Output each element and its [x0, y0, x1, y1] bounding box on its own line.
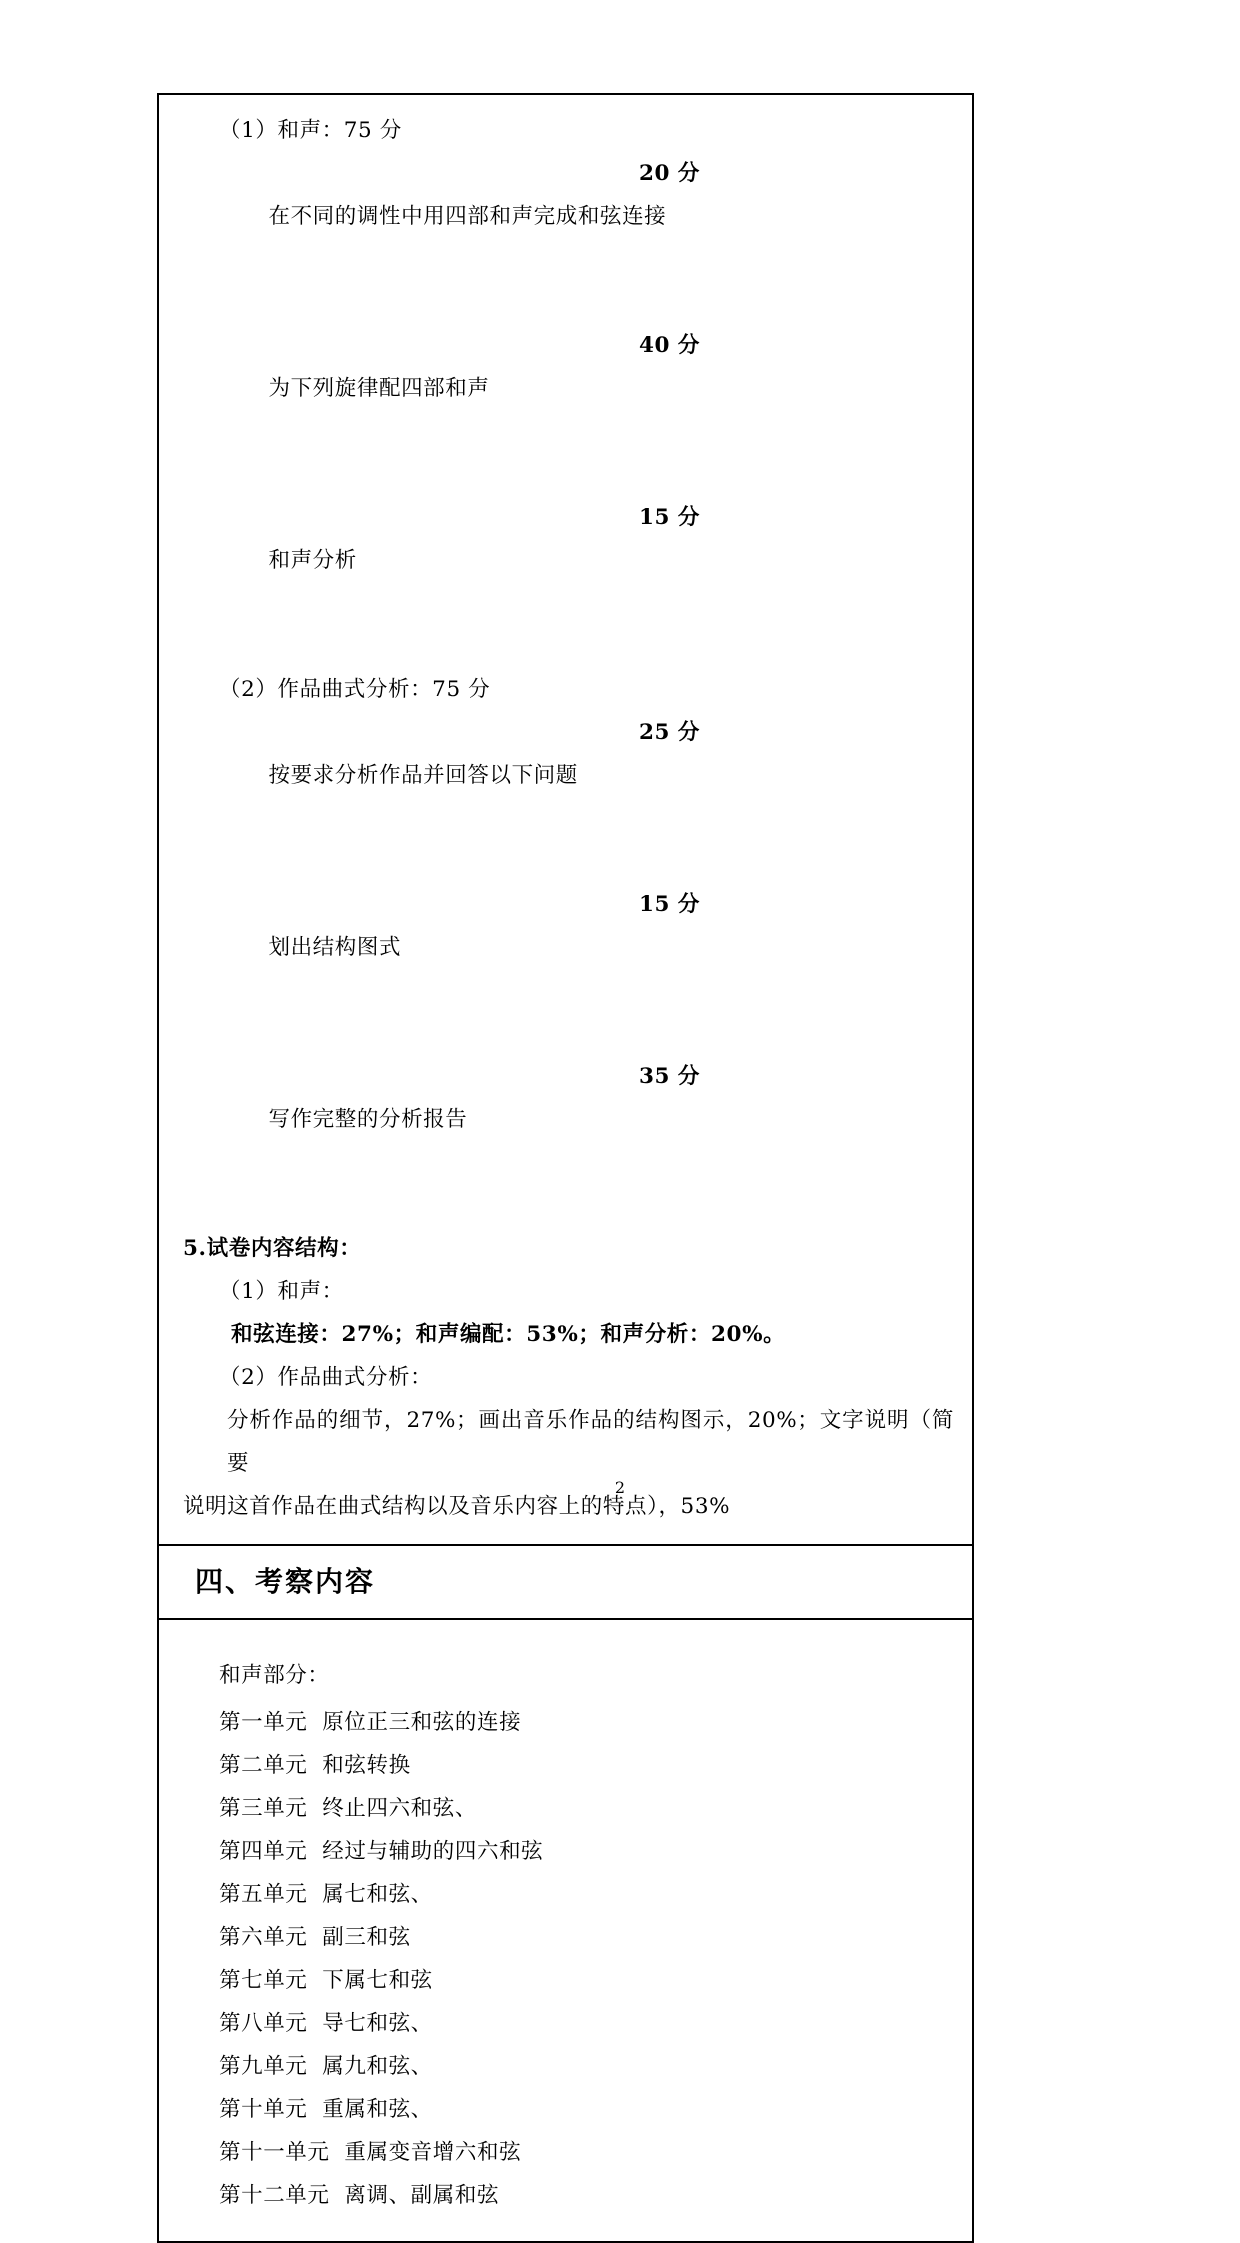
page-number: 2	[614, 1478, 626, 1497]
structure-title: 5.试卷内容结构：	[183, 1236, 362, 1261]
form-analysis-group-label: （2）作品曲式分析：75 分	[219, 677, 491, 702]
list-item: 第十一单元 重属变音增六和弦	[219, 2140, 522, 2165]
harmony-item-2	[159, 324, 972, 496]
form-item-3	[159, 1055, 972, 1227]
structure-harmony-detail: 和弦连接：27%；和声编配：53%；和声分析：20%。	[231, 1322, 786, 1347]
list-item: 第五单元 属七和弦、	[219, 1882, 433, 1907]
page-title: 四、考察内容	[195, 1565, 376, 1598]
harmony-item-3	[159, 496, 972, 668]
form-item-1-text: 按要求分析作品并回答以下问题	[268, 763, 578, 788]
structure-harmony-label: （1）和声：	[219, 1279, 344, 1304]
list-item: 第十单元 重属和弦、	[219, 2097, 433, 2122]
list-item: 第十二单元 离调、副属和弦	[219, 2183, 500, 2208]
form-item-3-points: 35 分	[639, 1064, 700, 1089]
form-item-2-points: 15 分	[639, 892, 700, 917]
harmony-item-2-text: 为下列旋律配四部和声	[268, 376, 490, 401]
structure-form-detail	[159, 1399, 972, 1528]
harmony-item-1-text: 在不同的调性中用四部和声完成和弦连接	[268, 204, 667, 229]
list-item: 第四单元 经过与辅助的四六和弦	[219, 1839, 544, 1864]
structure-form-detail-line2: 说明这首作品在曲式结构以及音乐内容上的特点），53%	[183, 1494, 731, 1519]
harmony-part-subtitle: 和声部分：	[219, 1663, 330, 1688]
harmony-item-3-text: 和声分析	[268, 548, 357, 573]
list-item: 第九单元 属九和弦、	[219, 2054, 433, 2079]
form-item-1-points: 25 分	[639, 720, 700, 745]
harmony-item-3-points: 15 分	[639, 505, 700, 530]
harmony-group-label: （1）和声：75 分	[219, 118, 402, 143]
form-item-2-text: 划出结构图式	[268, 935, 402, 960]
list-item: 第六单元 副三和弦	[219, 1925, 411, 1950]
list-item: 第一单元 原位正三和弦的连接	[219, 1710, 522, 1735]
harmony-item-2-points: 40 分	[639, 333, 700, 358]
exam-content-cell	[159, 1618, 972, 2241]
list-item: 第七单元 下属七和弦	[219, 1968, 433, 1993]
exam-outline-table	[157, 93, 974, 2243]
exam-content-heading-cell	[159, 1544, 972, 1618]
form-item-1	[159, 711, 972, 883]
harmony-item-1	[159, 152, 972, 324]
list-item: 第八单元 导七和弦、	[219, 2011, 433, 2036]
form-item-3-text: 写作完整的分析报告	[268, 1107, 468, 1132]
form-item-2	[159, 883, 972, 1055]
harmony-item-1-points: 20 分	[639, 161, 700, 186]
list-item: 第二单元 和弦转换	[219, 1753, 411, 1778]
structure-form-label: （2）作品曲式分析：	[219, 1365, 433, 1390]
scoring-section-cell	[159, 95, 972, 1544]
list-item: 第三单元 终止四六和弦、	[219, 1796, 477, 1821]
structure-form-detail-line1: 分析作品的细节，27%；画出音乐作品的结构图示，20%；文字说明（简要	[227, 1408, 954, 1476]
